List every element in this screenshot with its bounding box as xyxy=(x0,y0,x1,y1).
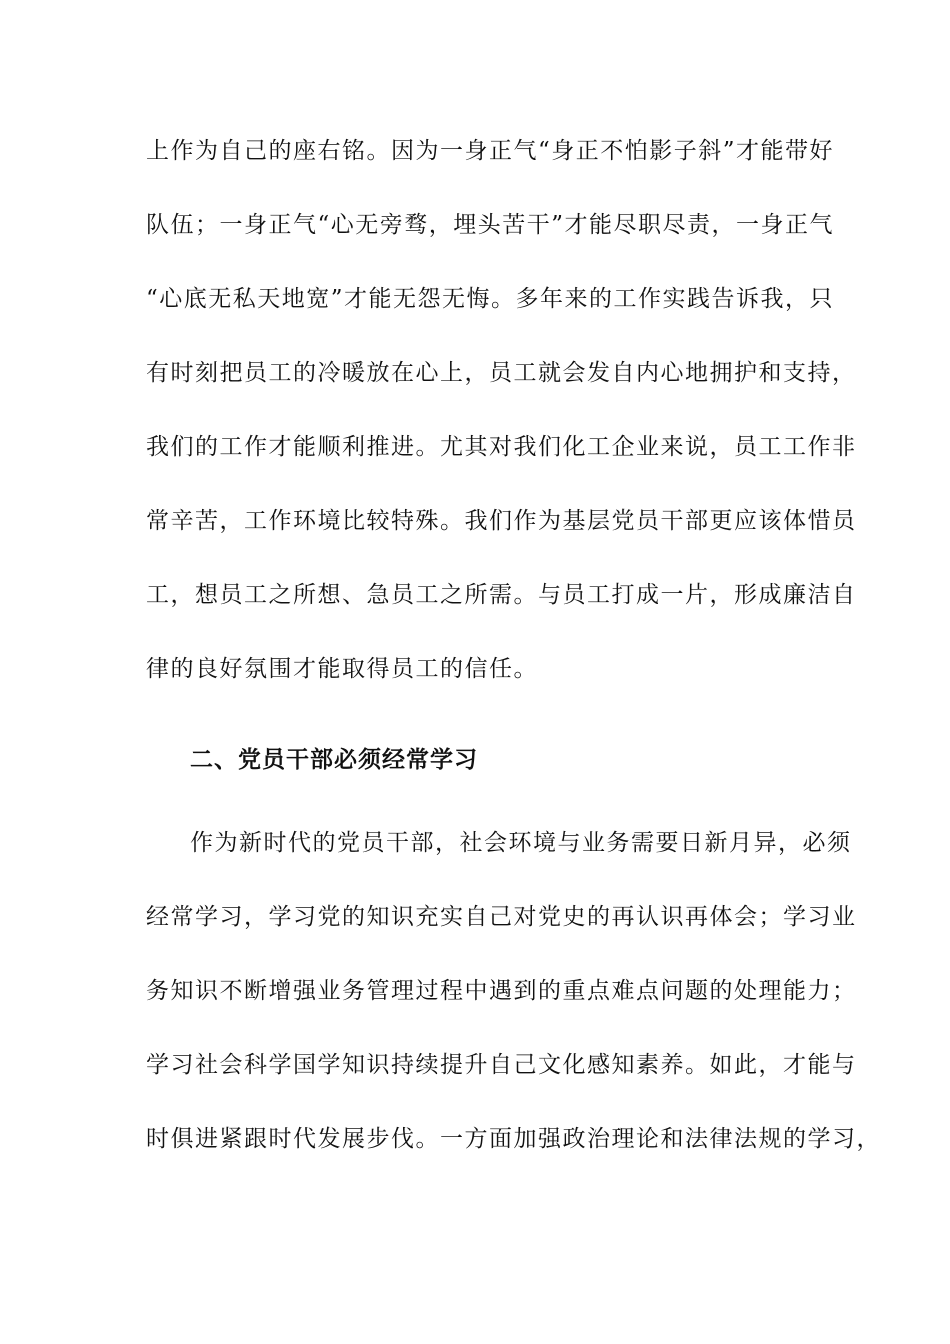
paragraph-line: 务知识不断增强业务管理过程中遇到的重点难点问题的处理能力； xyxy=(146,978,857,1004)
paragraph-line: 工，想员工之所想、急员工之所需。与员工打成一片，形成廉洁自 xyxy=(146,582,857,608)
paragraph-line: 上作为自己的座右铭。因为一身正气“身正不怕影子斜”才能带好 xyxy=(146,138,835,164)
paragraph-line: 作为新时代的党员干部，社会环境与业务需要日新月异，必须 xyxy=(190,830,852,856)
paragraph-line: 常辛苦，工作环境比较特殊。我们作为基层党员干部更应该体惜员 xyxy=(146,508,857,534)
paragraph-line: 队伍；一身正气“心无旁骛，埋头苦干”才能尽职尽责，一身正气 xyxy=(146,212,835,238)
paragraph-line: 我们的工作才能顺利推进。尤其对我们化工企业来说，员工工作非 xyxy=(146,434,857,460)
paragraph-line: 时俱进紧跟时代发展步伐。一方面加强政治理论和法律法规的学习， xyxy=(146,1126,881,1152)
paragraph-line: 律的良好氛围才能取得员工的信任。 xyxy=(146,656,538,682)
paragraph-line: 经常学习，学习党的知识充实自己对党史的再认识再体会；学习业 xyxy=(146,904,857,930)
paragraph-line: 学习社会科学国学知识持续提升自己文化感知素养。如此，才能与 xyxy=(146,1052,857,1078)
section-heading: 二、党员干部必须经常学习 xyxy=(190,746,478,773)
paragraph-line: “心底无私天地宽”才能无怨无悔。多年来的工作实践告诉我，只 xyxy=(146,286,835,312)
paragraph-line: 有时刻把员工的冷暖放在心上，员工就会发自内心地拥护和支持， xyxy=(146,360,857,386)
